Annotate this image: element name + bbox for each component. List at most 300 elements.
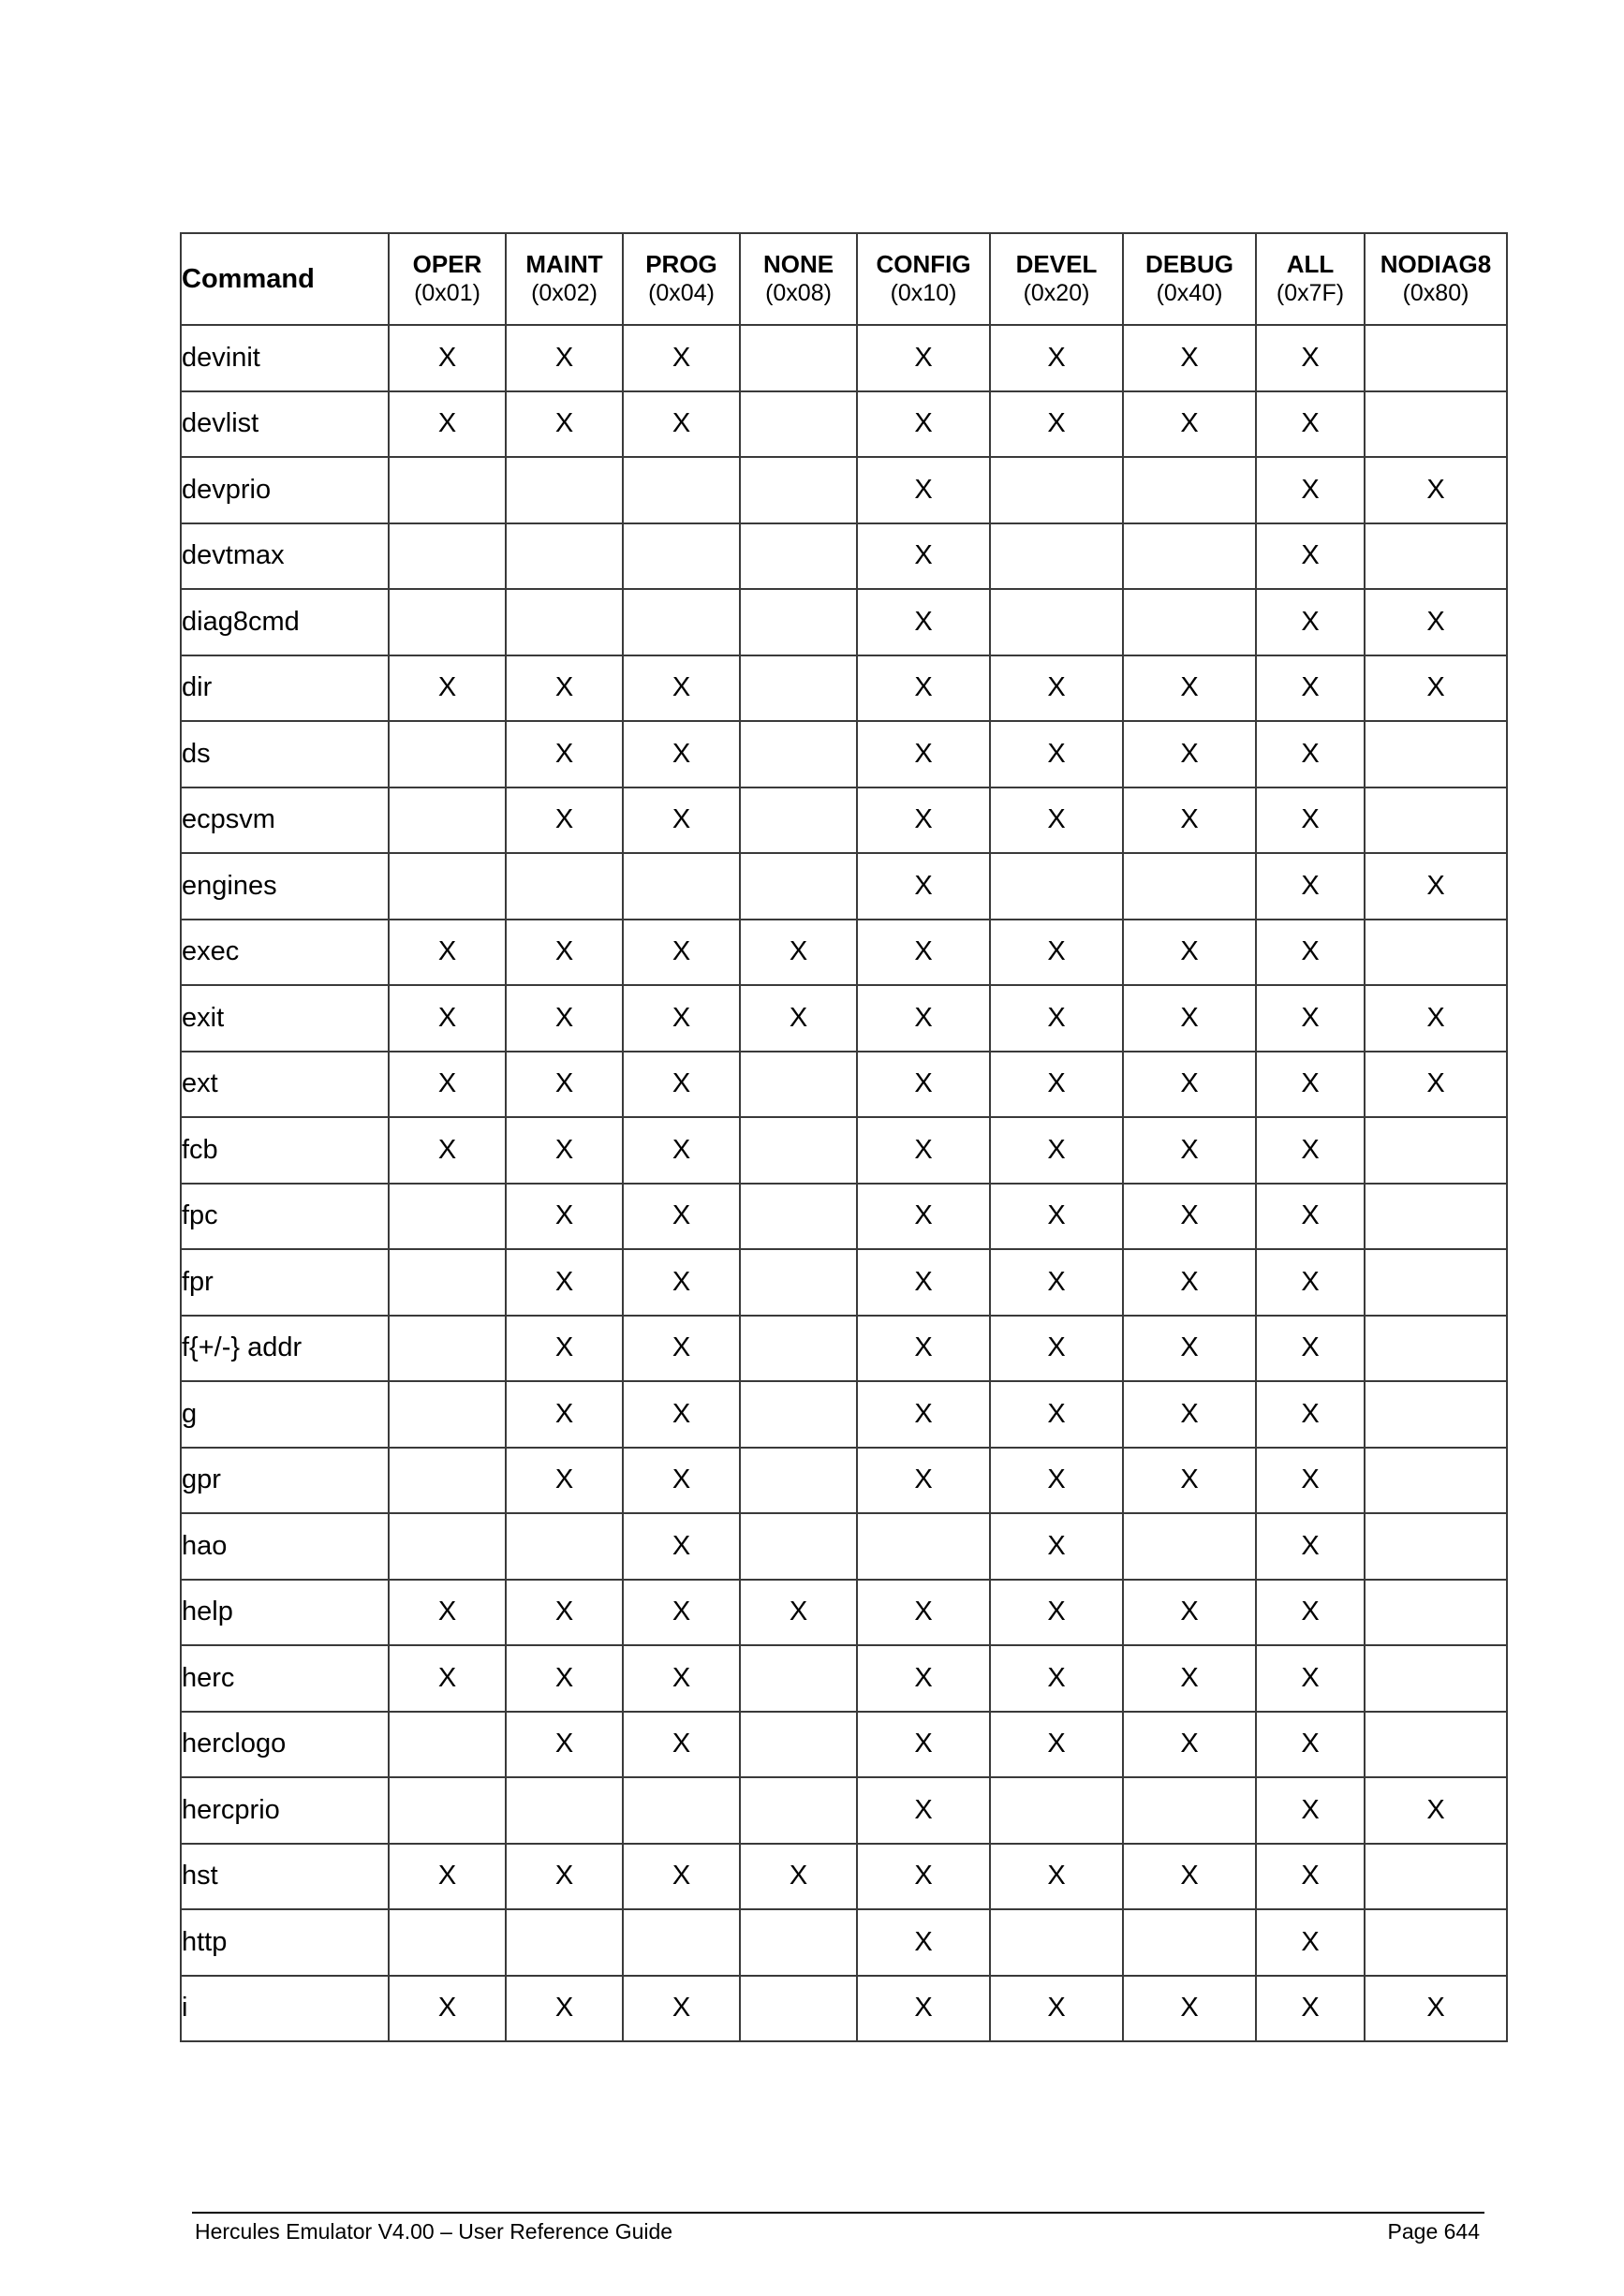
privilege-mark-cell: X (1256, 853, 1365, 920)
privilege-mark-cell (1365, 1580, 1507, 1646)
footer-divider (192, 2212, 1484, 2214)
privilege-mark-cell: X (1123, 391, 1256, 458)
privilege-mark-cell (990, 853, 1123, 920)
privilege-mark-cell: X (506, 1316, 623, 1382)
privilege-mark-cell (1365, 1381, 1507, 1448)
command-cell: diag8cmd (181, 589, 389, 655)
privilege-mark-cell: X (623, 721, 740, 787)
table-row (181, 1381, 1507, 1448)
privilege-mark-cell (740, 1448, 857, 1514)
table-body (181, 325, 1507, 2041)
command-cell: exit (181, 985, 389, 1052)
privilege-mark-cell: X (857, 1052, 990, 1118)
command-privilege-table (180, 232, 1508, 2042)
privilege-mark-cell: X (389, 920, 506, 986)
privilege-mark-cell: X (506, 1976, 623, 2042)
privilege-mark-cell: X (506, 1117, 623, 1184)
command-cell: ext (181, 1052, 389, 1118)
privilege-mark-cell: X (506, 787, 623, 854)
privilege-mark-cell (1123, 1513, 1256, 1580)
privilege-mark-cell (1365, 787, 1507, 854)
privilege-mark-cell (1365, 1316, 1507, 1382)
privilege-mark-cell (1123, 457, 1256, 523)
privilege-mark-cell (389, 1249, 506, 1316)
privilege-mark-cell: X (857, 1448, 990, 1514)
privilege-mark-cell: X (990, 787, 1123, 854)
privilege-mark-cell: X (1123, 1052, 1256, 1118)
privilege-mark-cell: X (990, 1381, 1123, 1448)
command-cell: http (181, 1909, 389, 1976)
privilege-mark-cell: X (857, 325, 990, 391)
privilege-mark-cell: X (389, 1844, 506, 1910)
privilege-mark-cell: X (623, 1184, 740, 1250)
privilege-mark-cell: X (1256, 325, 1365, 391)
privilege-mark-cell (1365, 920, 1507, 986)
table-row (181, 1117, 1507, 1184)
privilege-mark-cell (1365, 1844, 1507, 1910)
command-cell: hao (181, 1513, 389, 1580)
privilege-mark-cell (506, 589, 623, 655)
privilege-mark-cell: X (506, 985, 623, 1052)
table-row (181, 1712, 1507, 1778)
privilege-column-header (1365, 233, 1507, 325)
privilege-mark-cell: X (990, 325, 1123, 391)
privilege-mark-cell: X (990, 1712, 1123, 1778)
privilege-mark-cell: X (857, 1844, 990, 1910)
privilege-mark-cell: X (857, 853, 990, 920)
privilege-mark-cell: X (1123, 721, 1256, 787)
privilege-mark-cell (1365, 1909, 1507, 1976)
privilege-mark-cell: X (506, 391, 623, 458)
command-cell: dir (181, 655, 389, 722)
privilege-mark-cell (1365, 1448, 1507, 1514)
privilege-mark-cell (740, 1184, 857, 1250)
privilege-mark-cell (740, 1249, 857, 1316)
privilege-mark-cell: X (1123, 920, 1256, 986)
privilege-mark-cell (389, 787, 506, 854)
privilege-mark-cell: X (740, 985, 857, 1052)
privilege-mark-cell: X (623, 1976, 740, 2042)
privilege-mark-cell (1123, 853, 1256, 920)
privilege-mark-cell (990, 457, 1123, 523)
privilege-mark-cell: X (857, 1184, 990, 1250)
privilege-mark-cell: X (1256, 1844, 1365, 1910)
privilege-mark-cell (389, 721, 506, 787)
privilege-mark-cell: X (740, 1580, 857, 1646)
privilege-mark-cell: X (1256, 787, 1365, 854)
privilege-mark-cell: X (1256, 1448, 1365, 1514)
privilege-mark-cell: X (857, 1909, 990, 1976)
privilege-mark-cell (506, 523, 623, 590)
privilege-mark-cell: X (1256, 1777, 1365, 1844)
table-row (181, 1184, 1507, 1250)
table-row (181, 391, 1507, 458)
privilege-column-header (623, 233, 740, 325)
privilege-mark-cell: X (990, 655, 1123, 722)
privilege-mark-cell: X (857, 1580, 990, 1646)
privilege-code: (0x10) (890, 280, 957, 306)
privilege-name: NODIAG8 (1380, 250, 1492, 278)
privilege-mark-cell (1123, 589, 1256, 655)
privilege-mark-cell (506, 853, 623, 920)
privilege-code: (0x7F) (1276, 280, 1345, 306)
command-cell: fpc (181, 1184, 389, 1250)
privilege-mark-cell: X (857, 1712, 990, 1778)
privilege-column-header (1123, 233, 1256, 325)
privilege-mark-cell: X (1123, 1381, 1256, 1448)
privilege-mark-cell: X (389, 655, 506, 722)
privilege-mark-cell: X (990, 1316, 1123, 1382)
table-row (181, 787, 1507, 854)
privilege-mark-cell (1123, 1909, 1256, 1976)
command-cell: fcb (181, 1117, 389, 1184)
privilege-mark-cell (506, 1909, 623, 1976)
privilege-mark-cell (1123, 1777, 1256, 1844)
privilege-mark-cell: X (1365, 1777, 1507, 1844)
privilege-mark-cell: X (1256, 1976, 1365, 2042)
privilege-mark-cell (389, 853, 506, 920)
privilege-mark-cell (389, 1448, 506, 1514)
privilege-mark-cell (389, 1316, 506, 1382)
privilege-mark-cell: X (1256, 589, 1365, 655)
privilege-mark-cell (740, 589, 857, 655)
privilege-mark-cell: X (1123, 1184, 1256, 1250)
table-row (181, 985, 1507, 1052)
privilege-mark-cell (740, 1777, 857, 1844)
table-row (181, 920, 1507, 986)
privilege-mark-cell: X (389, 1052, 506, 1118)
privilege-mark-cell: X (1256, 391, 1365, 458)
privilege-mark-cell (389, 1909, 506, 1976)
privilege-mark-cell: X (990, 1448, 1123, 1514)
privilege-mark-cell: X (990, 1513, 1123, 1580)
privilege-mark-cell: X (1365, 985, 1507, 1052)
privilege-mark-cell: X (389, 391, 506, 458)
command-cell: herc (181, 1645, 389, 1712)
privilege-mark-cell: X (1123, 787, 1256, 854)
privilege-mark-cell (740, 1052, 857, 1118)
table-row (181, 1645, 1507, 1712)
privilege-name: PROG (645, 250, 717, 278)
privilege-mark-cell (1365, 325, 1507, 391)
privilege-mark-cell: X (623, 1052, 740, 1118)
privilege-mark-cell: X (389, 1645, 506, 1712)
privilege-mark-cell: X (623, 1381, 740, 1448)
privilege-mark-cell: X (740, 1844, 857, 1910)
privilege-mark-cell: X (623, 787, 740, 854)
privilege-mark-cell: X (623, 1645, 740, 1712)
privilege-mark-cell: X (857, 1117, 990, 1184)
table-row (181, 1448, 1507, 1514)
privilege-mark-cell: X (1256, 1184, 1365, 1250)
command-cell: devinit (181, 325, 389, 391)
privilege-column-header (1256, 233, 1365, 325)
privilege-mark-cell: X (1365, 589, 1507, 655)
privilege-mark-cell (389, 1777, 506, 1844)
privilege-mark-cell (623, 589, 740, 655)
privilege-mark-cell: X (1123, 985, 1256, 1052)
privilege-mark-cell: X (506, 1249, 623, 1316)
privilege-mark-cell (1365, 1645, 1507, 1712)
privilege-mark-cell: X (1256, 1513, 1365, 1580)
privilege-mark-cell: X (857, 1381, 990, 1448)
privilege-mark-cell (623, 1909, 740, 1976)
command-cell: devlist (181, 391, 389, 458)
privilege-code: (0x01) (414, 280, 480, 306)
privilege-mark-cell: X (857, 1777, 990, 1844)
privilege-mark-cell: X (1123, 1580, 1256, 1646)
privilege-mark-cell: X (1123, 1712, 1256, 1778)
privilege-name: NONE (762, 250, 834, 278)
privilege-mark-cell (1365, 523, 1507, 590)
command-cell: engines (181, 853, 389, 920)
privilege-mark-cell (389, 589, 506, 655)
table-row (181, 325, 1507, 391)
privilege-code: (0x08) (765, 280, 832, 306)
privilege-mark-cell: X (1365, 1052, 1507, 1118)
privilege-mark-cell: X (506, 1052, 623, 1118)
privilege-mark-cell (1365, 391, 1507, 458)
privilege-mark-cell: X (1256, 523, 1365, 590)
privilege-mark-cell (740, 1513, 857, 1580)
privilege-column-header (740, 233, 857, 325)
privilege-mark-cell: X (1256, 1381, 1365, 1448)
privilege-mark-cell: X (1256, 655, 1365, 722)
privilege-mark-cell: X (857, 1249, 990, 1316)
privilege-mark-cell: X (623, 1448, 740, 1514)
privilege-mark-cell: X (990, 920, 1123, 986)
privilege-mark-cell: X (506, 1712, 623, 1778)
privilege-mark-cell (506, 457, 623, 523)
command-cell: hst (181, 1844, 389, 1910)
command-cell: devtmax (181, 523, 389, 590)
privilege-mark-cell: X (1256, 1712, 1365, 1778)
privilege-mark-cell: X (857, 589, 990, 655)
privilege-mark-cell (740, 1316, 857, 1382)
privilege-mark-cell: X (506, 920, 623, 986)
privilege-mark-cell (990, 1777, 1123, 1844)
privilege-mark-cell (1123, 523, 1256, 590)
privilege-mark-cell: X (506, 1844, 623, 1910)
privilege-code: (0x40) (1156, 280, 1223, 306)
privilege-mark-cell (857, 1513, 990, 1580)
privilege-mark-cell: X (990, 1580, 1123, 1646)
privilege-mark-cell (506, 1513, 623, 1580)
privilege-mark-cell (740, 1909, 857, 1976)
privilege-mark-cell: X (623, 1117, 740, 1184)
privilege-mark-cell (389, 523, 506, 590)
privilege-mark-cell (740, 391, 857, 458)
privilege-mark-cell: X (990, 1117, 1123, 1184)
privilege-name: ALL (1286, 250, 1335, 278)
privilege-mark-cell (389, 457, 506, 523)
privilege-mark-cell (623, 853, 740, 920)
privilege-mark-cell: X (506, 1448, 623, 1514)
privilege-mark-cell: X (990, 1976, 1123, 2042)
table-row (181, 1249, 1507, 1316)
command-cell: f{+/-} addr (181, 1316, 389, 1382)
privilege-mark-cell: X (623, 1580, 740, 1646)
privilege-mark-cell: X (623, 1844, 740, 1910)
privilege-mark-cell (389, 1712, 506, 1778)
table-row (181, 721, 1507, 787)
privilege-mark-cell: X (990, 391, 1123, 458)
privilege-mark-cell (990, 589, 1123, 655)
privilege-mark-cell: X (1123, 1844, 1256, 1910)
table-row (181, 655, 1507, 722)
command-cell: ds (181, 721, 389, 787)
table-row (181, 1976, 1507, 2042)
privilege-mark-cell: X (389, 1117, 506, 1184)
command-cell: ecpsvm (181, 787, 389, 854)
privilege-column-header (857, 233, 990, 325)
privilege-mark-cell (623, 1777, 740, 1844)
privilege-mark-cell: X (389, 985, 506, 1052)
privilege-name: MAINT (525, 250, 603, 278)
command-cell: gpr (181, 1448, 389, 1514)
privilege-mark-cell: X (623, 1513, 740, 1580)
table-row (181, 457, 1507, 523)
privilege-mark-cell (740, 1645, 857, 1712)
privilege-mark-cell: X (623, 655, 740, 722)
privilege-mark-cell: X (623, 1712, 740, 1778)
privilege-mark-cell (623, 457, 740, 523)
privilege-mark-cell (740, 1712, 857, 1778)
footer-page-number: Page 644 (1387, 2219, 1480, 2244)
privilege-mark-cell: X (1256, 1316, 1365, 1382)
privilege-mark-cell: X (857, 391, 990, 458)
privilege-mark-cell: X (1256, 1249, 1365, 1316)
privilege-mark-cell: X (1256, 920, 1365, 986)
privilege-mark-cell (1365, 1513, 1507, 1580)
privilege-mark-cell (990, 1909, 1123, 1976)
privilege-name: OPER (412, 250, 482, 278)
command-cell: herclogo (181, 1712, 389, 1778)
privilege-mark-cell: X (857, 787, 990, 854)
privilege-column-header (990, 233, 1123, 325)
command-cell: hercprio (181, 1777, 389, 1844)
privilege-name: DEVEL (1015, 250, 1098, 278)
privilege-mark-cell (740, 1117, 857, 1184)
privilege-mark-cell (623, 523, 740, 590)
privilege-mark-cell: X (623, 1316, 740, 1382)
privilege-code: (0x04) (648, 280, 715, 306)
privilege-mark-cell: X (857, 985, 990, 1052)
privilege-mark-cell (740, 1381, 857, 1448)
privilege-mark-cell: X (740, 920, 857, 986)
privilege-mark-cell: X (623, 1249, 740, 1316)
privilege-mark-cell: X (1123, 1448, 1256, 1514)
privilege-mark-cell (740, 721, 857, 787)
table-row (181, 1909, 1507, 1976)
privilege-mark-cell: X (1256, 1645, 1365, 1712)
privilege-mark-cell: X (1256, 1117, 1365, 1184)
command-cell: g (181, 1381, 389, 1448)
privilege-mark-cell (1365, 1117, 1507, 1184)
table-row (181, 523, 1507, 590)
command-cell: exec (181, 920, 389, 986)
privilege-mark-cell: X (1123, 1645, 1256, 1712)
privilege-mark-cell (740, 523, 857, 590)
privilege-mark-cell: X (857, 1976, 990, 2042)
privilege-mark-cell: X (1256, 1909, 1365, 1976)
privilege-mark-cell (740, 655, 857, 722)
command-cell: i (181, 1976, 389, 2042)
privilege-mark-cell: X (990, 985, 1123, 1052)
table-row (181, 1513, 1507, 1580)
privilege-code: (0x20) (1023, 280, 1090, 306)
table-header-row (181, 233, 1507, 325)
footer-document-title: Hercules Emulator V4.00 – User Reference Guide (195, 2219, 673, 2244)
privilege-mark-cell: X (857, 920, 990, 986)
privilege-mark-cell: X (1123, 1117, 1256, 1184)
privilege-mark-cell (1365, 1712, 1507, 1778)
privilege-mark-cell (506, 1777, 623, 1844)
privilege-mark-cell: X (623, 920, 740, 986)
privilege-mark-cell: X (857, 523, 990, 590)
privilege-mark-cell: X (1365, 457, 1507, 523)
privilege-mark-cell: X (857, 655, 990, 722)
privilege-code: (0x80) (1402, 280, 1469, 306)
privilege-mark-cell: X (1256, 1052, 1365, 1118)
privilege-mark-cell: X (506, 721, 623, 787)
table-row (181, 1052, 1507, 1118)
privilege-mark-cell: X (1123, 1249, 1256, 1316)
privilege-name: DEBUG (1145, 250, 1233, 278)
privilege-mark-cell: X (506, 1381, 623, 1448)
privilege-mark-cell: X (1256, 1580, 1365, 1646)
privilege-mark-cell (389, 1184, 506, 1250)
privilege-mark-cell: X (990, 1844, 1123, 1910)
privilege-mark-cell: X (623, 985, 740, 1052)
privilege-name: CONFIG (876, 250, 971, 278)
privilege-code: (0x02) (531, 280, 598, 306)
privilege-mark-cell: X (1365, 853, 1507, 920)
privilege-mark-cell (1365, 1184, 1507, 1250)
command-cell: help (181, 1580, 389, 1646)
privilege-mark-cell: X (389, 1976, 506, 2042)
command-column-header: Command (181, 233, 389, 325)
privilege-mark-cell (1365, 721, 1507, 787)
table-row (181, 589, 1507, 655)
privilege-mark-cell: X (623, 325, 740, 391)
privilege-mark-cell: X (990, 1052, 1123, 1118)
command-cell: devprio (181, 457, 389, 523)
privilege-mark-cell: X (506, 655, 623, 722)
privilege-mark-cell: X (623, 391, 740, 458)
privilege-mark-cell: X (1256, 985, 1365, 1052)
command-cell: fpr (181, 1249, 389, 1316)
table-row (181, 1580, 1507, 1646)
privilege-mark-cell: X (1365, 655, 1507, 722)
privilege-mark-cell: X (1123, 1316, 1256, 1382)
privilege-mark-cell (389, 1513, 506, 1580)
privilege-mark-cell: X (857, 457, 990, 523)
privilege-mark-cell: X (506, 1184, 623, 1250)
privilege-mark-cell: X (990, 721, 1123, 787)
privilege-mark-cell: X (990, 1184, 1123, 1250)
privilege-mark-cell: X (389, 325, 506, 391)
privilege-mark-cell (740, 1976, 857, 2042)
privilege-mark-cell: X (1123, 325, 1256, 391)
privilege-mark-cell (990, 523, 1123, 590)
table-row (181, 1316, 1507, 1382)
privilege-column-header (506, 233, 623, 325)
privilege-mark-cell (389, 1381, 506, 1448)
privilege-mark-cell (740, 325, 857, 391)
privilege-mark-cell: X (1256, 721, 1365, 787)
privilege-mark-cell: X (1256, 457, 1365, 523)
